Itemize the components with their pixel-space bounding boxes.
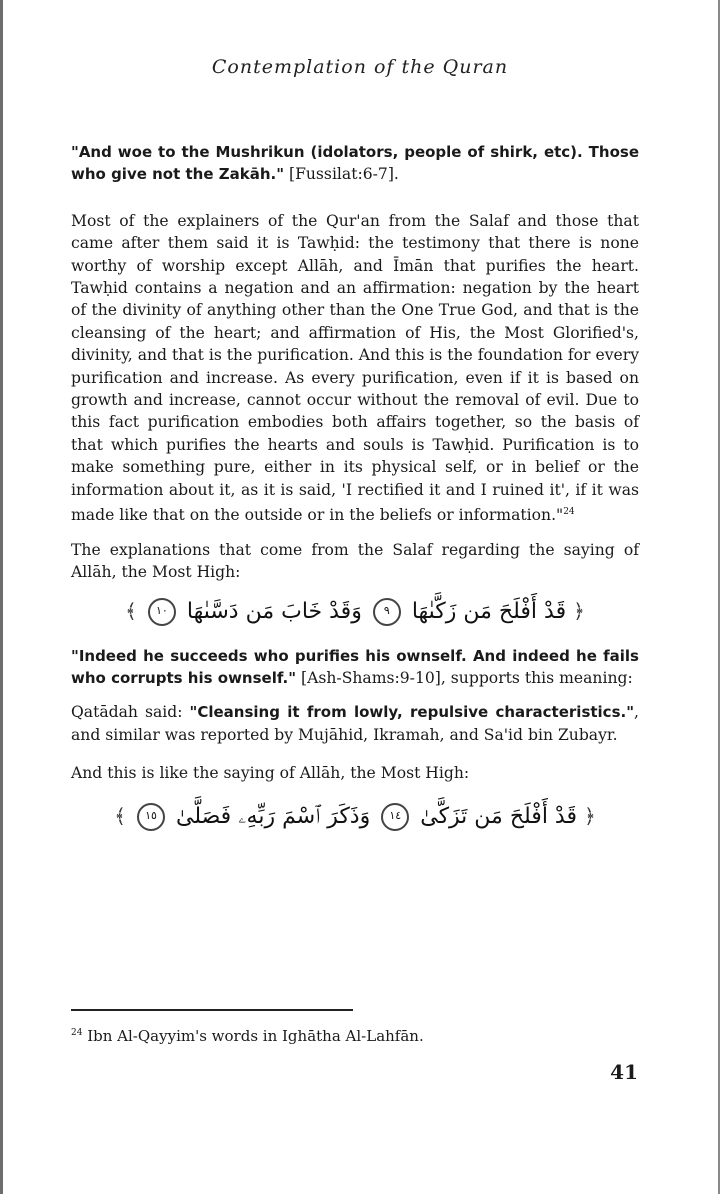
- footnote-text: Ibn Al-Qayyim's words in Ighātha Al-Lahfān.: [82, 1027, 424, 1045]
- ayah-number-15: ١٥: [137, 803, 165, 831]
- footnote-divider: [71, 1009, 353, 1011]
- paragraph-like-saying: [71, 762, 639, 784]
- arabic-verse-14: قَدْ أَفْلَحَ مَن تَزَكَّىٰ: [420, 803, 577, 829]
- arabic-verse-ash-shams: [71, 594, 639, 629]
- like-saying-text: And this is like the saying of Allāh, the Most High:: [71, 764, 470, 783]
- verse-translation-fussilat: "And woe to the Mushrikun (idolators, people of shirk, etc). Those who give not the Zakāh.": [71, 143, 639, 184]
- ayah-number-9: ٩: [373, 598, 401, 626]
- arabic-verse-15: وَذَكَرَ ٱسْمَ رَبِّهِۦ فَصَلَّىٰ: [175, 803, 371, 829]
- verse-ornament-close: ﴾: [125, 598, 137, 623]
- paragraph-qatadah: [71, 701, 639, 746]
- verse-ornament-open-2: ﴿: [584, 803, 596, 828]
- verse-ornament-open: ﴿: [573, 598, 585, 623]
- page-body: [71, 141, 639, 850]
- qatadah-rest: , and similar was reported by Mujāhid, Ikramah, and Sa'id bin Zubayr.: [71, 703, 639, 744]
- tawhid-explanation-text: Most of the explainers of the Qur'an from the Salaf and those that came after them said it is Tawḥid: the testimony that there is none worthy of worship except Allāh, and Īmān that purifies the heart. Tawḥid contains a negation and an affirmation: negation by the heart of the divinity of anything other than the One True God, and that is the cleansing of the heart; and affirmation of His, the Most Glorified's, divinity, and that is the purification. And this is the foundation for every purification and increase. As every purification, even if it is based on growth and increase, cannot occur without the removal of evil. Due to this fact purification embodies both affairs together, so the basis of that which purifies the hearts and souls is Tawḥid. Purification is to make something pure, either in its physical self, or in belief or the information about it, as it is said, 'I rectified it and I ruined it', if it was made like that on the outside or in the beliefs or information.": [71, 211, 639, 525]
- footnote-24: [71, 1023, 639, 1046]
- page-number: 41: [610, 1060, 638, 1084]
- paragraph-verse-ash-shams: [71, 645, 639, 690]
- paragraph-verse-fussilat: [71, 141, 639, 186]
- running-title: Contemplation of the Quran: [211, 56, 509, 78]
- verse-ornament-close-2: ﴾: [114, 803, 126, 828]
- ayah-number-14: ١٤: [381, 803, 409, 831]
- paragraph-salaf-explanations: [71, 539, 639, 584]
- paragraph-tawhid-explanation: [71, 210, 639, 527]
- arabic-verse-al-ala: [71, 799, 639, 834]
- arabic-verse-9: قَدْ أَفْلَحَ مَن زَكَّىٰهَا: [411, 598, 567, 624]
- salaf-explanations-text: The explanations that come from the Salaf regarding the saying of Allāh, the Most High:: [71, 540, 639, 582]
- verse-reference-ash-shams: [Ash-Shams:9-10], supports this meaning:: [296, 668, 633, 687]
- qatadah-quote: "Cleansing it from lowly, repulsive characteristics.": [189, 703, 635, 722]
- qatadah-lead: Qatādah said:: [71, 703, 190, 722]
- verse-translation-ash-shams: "Indeed he succeeds who purifies his ownself. And indeed he fails who corrupts his ownself.": [71, 646, 639, 687]
- arabic-verse-10: وَقَدْ خَابَ مَن دَسَّىٰهَا: [186, 598, 362, 624]
- verse-reference-fussilat: [Fussilat:6-7].: [284, 165, 399, 184]
- footnote-mark: 24: [71, 1028, 83, 1038]
- page-left-edge: [0, 0, 3, 1194]
- footnote-reference: 24: [563, 507, 575, 518]
- ayah-number-10: ١٠: [148, 598, 176, 626]
